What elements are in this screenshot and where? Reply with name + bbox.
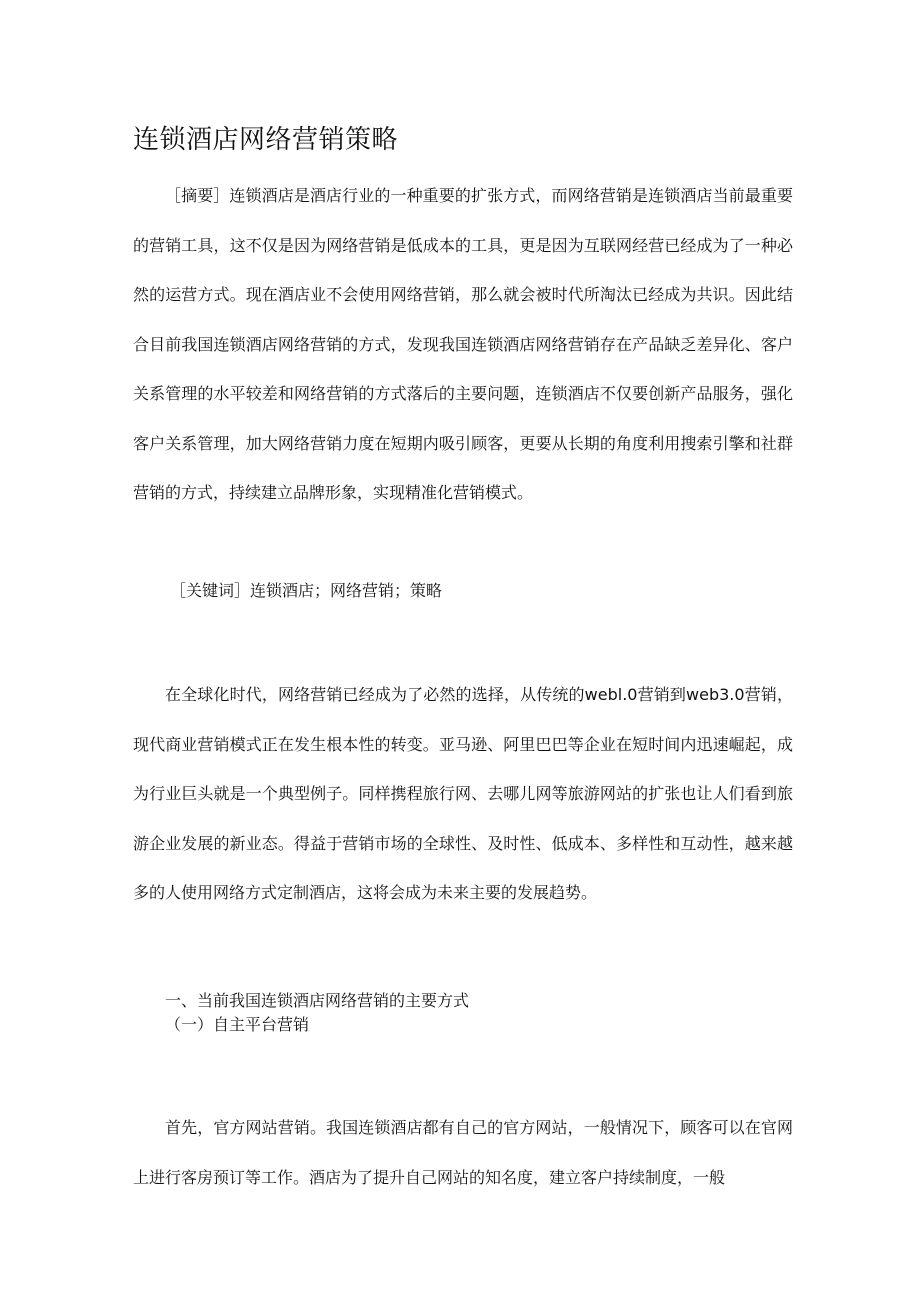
intro-paragraph: 在全球化时代，网络营销已经成为了必然的选择，从传统的webl.0营销到web3.0营销，现代商业营销模式正在发生根本性的转变。亚马逊、阿里巴巴等企业在短时间内迅速崛起，成为行业巨头就是一个典型例子。同样携程旅行网、去哪儿网等旅游网站的扩张也让人们看到旅游企业发展的新业态。得益于营销市场的全球性、及时性、低成本、多样性和互动性，越来越多的人使用网络方式定制酒店，这将会成为未来主要的发展趋势。 <box>133 685 793 902</box>
section-heading-1: 一、当前我国连锁酒店网络营销的主要方式 <box>165 991 470 1010</box>
document-title: 连锁酒店网络营销策略 <box>133 125 399 155</box>
keywords-line: ［关键词］连锁酒店；网络营销；策略 <box>170 581 443 600</box>
body-paragraph: 首先，官方网站营销。我国连锁酒店都有自己的官方网站，一般情况下，顾客可以在官网上进行客房预订等工作。酒店为了提升自己网站的知名度，建立客户持续制度，一般 <box>133 1118 793 1187</box>
abstract-paragraph: ［摘要］连锁酒店是酒店行业的一种重要的扩张方式，而网络营销是连锁酒店当前最重要的营销工具，这不仅是因为网络营销是低成本的工具，更是因为互联网经营已经成为了一种必然的运营方式。现在酒店业不会使用网络营销，那么就会被时代所淘汰已经成为共识。因此结合目前我国连锁酒店网络营销的方式，发现我国连锁酒店网络营销存在产品缺乏差异化、客户关系管理的水平较差和网络营销的方式落后的主要问题，连锁酒店不仅要创新产品服务，强化客户关系管理，加大网络营销力度在短期内吸引顾客，更要从长期的角度利用搜索引擎和社群营销的方式，持续建立品牌形象，实现精准化营销模式。 <box>133 186 793 502</box>
subsection-heading-1: （一）自主平台营销 <box>165 1015 310 1034</box>
